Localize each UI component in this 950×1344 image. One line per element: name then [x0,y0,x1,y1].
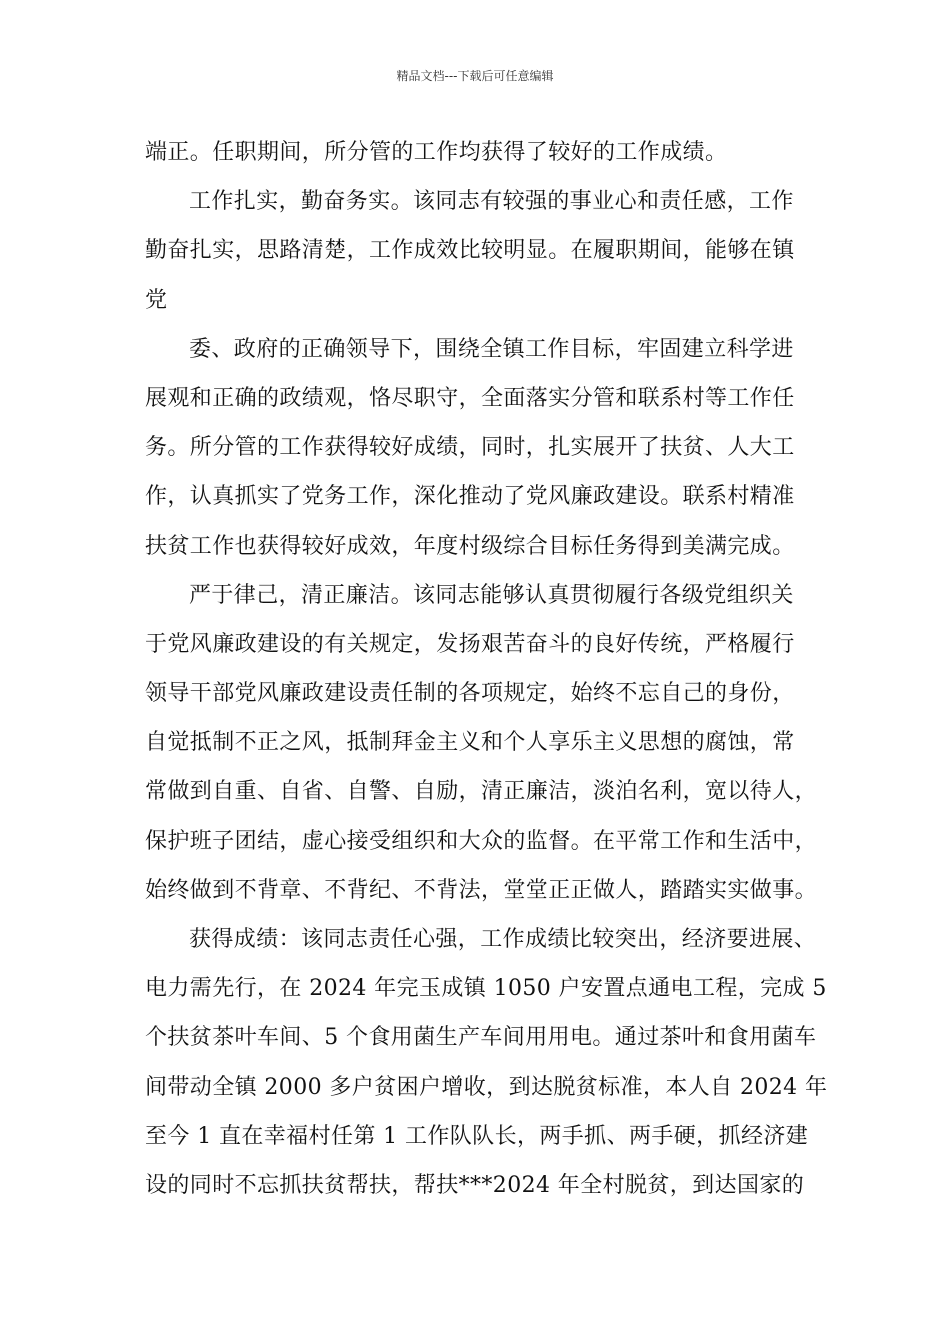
text-line: 保护班子团结，虚心接受组织和大众的监督。在平常工作和生活中， [145,828,818,854]
text-line: 至今 1 直在幸福村任第 1 工作队队长，两手抓、两手硬，抓经济建 [145,1123,809,1149]
text-line: 常做到自重、自省、自警、自励，清正廉洁，淡泊名利，宽以待人， [145,779,818,805]
text-line: 获得成绩：该同志责任心强，工作成绩比较突出，经济要进展、 [189,927,817,952]
text-line: 委、政府的正确领导下，围绕全镇工作目标，牢固建立科学进 [189,336,794,362]
text-line: 党 [145,287,168,313]
text-line: 工作扎实，勤奋务实。该同志有较强的事业心和责任感，工作 [189,189,794,215]
text-line: 扶贫工作也获得较好成效，年度村级综合目标任务得到美满完成。 [145,533,795,559]
text-line: 作，认真抓实了党务工作，深化推动了党风廉政建设。联系村精准 [145,484,795,510]
text-line: 个扶贫茶叶车间、5 个食用菌生产车间用用电。通过茶叶和食用菌车 [145,1025,817,1051]
document-body [145,128,828,1210]
text-line: 端正。任职期间，所分管的工作均获得了较好的工作成绩。 [145,140,728,165]
text-line: 展观和正确的政绩观，恪尽职守，全面落实分管和联系村等工作任 [145,385,795,411]
text-line: 于党风廉政建设的有关规定，发扬艰苦奋斗的良好传统，严格履行 [145,631,795,657]
text-line: 自觉抵制不正之风，抵制拜金主义和个人享乐主义思想的腐蚀，常 [145,730,795,756]
text-line: 勤奋扎实，思路清楚，工作成效比较明显。在履职期间，能够在镇 [145,238,795,264]
text-line: 领导干部党风廉政建设责任制的各项规定，始终不忘自己的身份， [145,681,795,707]
page-header: 精品文档---下载后可任意编辑 [396,69,554,83]
text-line: 设的同时不忘抓扶贫帮扶，帮扶***2024 年全村脱贫，到达国家的 [145,1172,805,1198]
text-line: 始终做到不背章、不背纪、不背法，堂堂正正做人，踏踏实实做事。 [145,877,818,903]
text-line: 间带动全镇 2000 多户贫困户增收，到达脱贫标准，本人自 2024 年 [145,1074,828,1100]
text-line: 电力需先行，在 2024 年完玉成镇 1050 户安置点通电工程，完成 5 [145,976,827,1002]
text-line: 严于律己，清正廉洁。该同志能够认真贯彻履行各级党组织关 [189,582,794,608]
text-line: 务。所分管的工作获得较好成绩，同时，扎实展开了扶贫、人大工 [145,435,795,461]
